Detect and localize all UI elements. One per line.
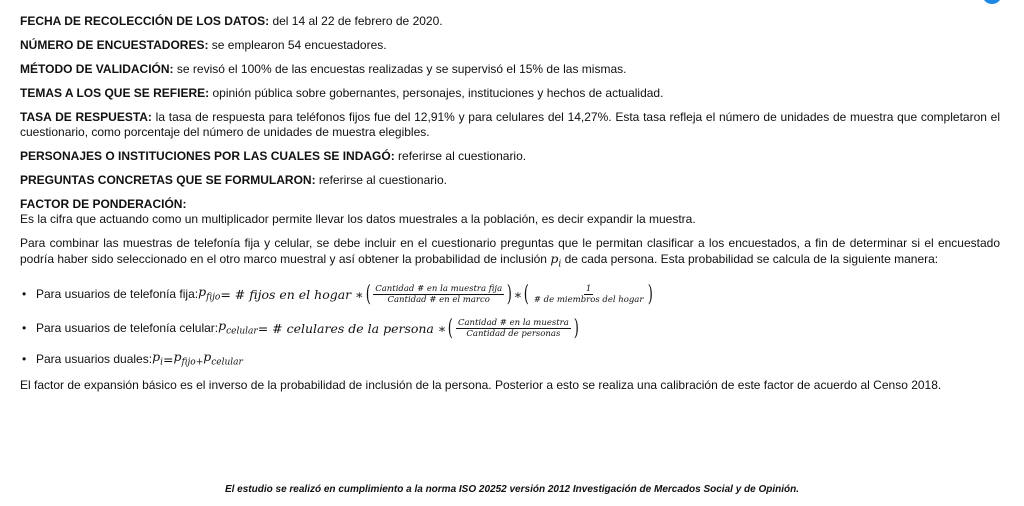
paren-close: ) <box>648 281 654 307</box>
field-tasa <box>20 110 1000 140</box>
fraction-muestra-personas <box>456 318 571 339</box>
bullet-icon: • <box>22 320 27 335</box>
field-value: la tasa de respuesta para teléfonos fijos fue del 12,91% y para celulares del 14,27%. Esta tasa refleja el número de unidades de muestra que completaron el cuestionario, como porcentaje del número de unidades de muestra elegibles. <box>20 110 1001 139</box>
field-fecha <box>20 14 1000 29</box>
field-label: PERSONAJES O INSTITUCIONES POR LAS CUALES SE INDAGÓ: <box>20 149 395 163</box>
iso-footer-note: El estudio se realizó en cumplimiento a la norma ISO 20252 versión 2012 Investigación de Mercados Social y de Opinión. <box>224 484 800 495</box>
formula-term-fijo <box>173 349 203 371</box>
lhs-sub: i <box>160 357 163 368</box>
term-sub: celular <box>211 357 243 368</box>
paren-open: ( <box>448 315 454 341</box>
field-label: FECHA DE RECOLECCIÓN DE LOS DATOS: <box>20 14 270 28</box>
formula-label: Para usuarios de telefonía celular: <box>36 321 219 335</box>
field-label: MÉTODO DE VALIDACIÓN: <box>20 62 174 76</box>
field-value: referirse al cuestionario. <box>315 173 447 187</box>
symbol-p: p <box>550 251 559 266</box>
field-value: Es la cifra que actuando como un multiplicador permite llevar los datos muestrales a la población, es decir expandir la muestra. <box>20 212 696 226</box>
formula-mult: ∗ <box>513 287 523 302</box>
formula-eq: = # celulares de la persona ∗ <box>257 321 447 336</box>
term-sub: fijo+ <box>181 357 204 368</box>
formula-eq: = # fijos en el hogar ∗ <box>220 287 364 302</box>
lhs-sub: celular <box>226 326 258 337</box>
field-label: PREGUNTAS CONCRETAS QUE SE FORMULARON: <box>20 173 316 187</box>
fraction-denominator: Cantidad # en el marco <box>387 295 490 305</box>
formula-eq: = <box>162 352 174 367</box>
fraction-denominator: Cantidad de personas <box>466 329 561 339</box>
field-preguntas <box>20 173 1000 188</box>
formula-label: Para usuarios duales: <box>36 352 153 366</box>
formula-lhs <box>198 284 220 306</box>
paren-open: ( <box>523 281 530 307</box>
field-validacion <box>20 62 1000 77</box>
field-temas <box>20 86 1000 101</box>
formula-celular <box>20 316 1000 342</box>
paren-open: ( <box>365 281 371 307</box>
field-value: se emplearon 54 encuestadores. <box>208 38 387 52</box>
field-value: referirse al cuestionario. <box>394 149 527 163</box>
field-value: opinión pública sobre gobernantes, personajes, instituciones y hechos de actualidad. <box>209 86 664 100</box>
methodology-document <box>20 14 1000 402</box>
formula-fijo <box>20 282 1000 308</box>
bullet-icon: • <box>22 286 27 301</box>
field-label: TASA DE RESPUESTA: <box>20 110 152 124</box>
formula-term-celular <box>203 349 243 371</box>
combine-paragraph <box>20 236 1000 273</box>
lhs-symbol: p <box>218 317 227 333</box>
formula-lhs <box>152 349 163 371</box>
blue-corner-decoration <box>982 0 1002 4</box>
fraction-muestra-marco <box>373 284 504 305</box>
paren-close: ) <box>573 315 579 341</box>
field-encuestadores <box>20 38 1000 53</box>
inclusion-symbol <box>550 251 562 270</box>
formula-lhs <box>218 318 258 340</box>
lhs-sub: fijo <box>206 292 221 303</box>
symbol-sub: i <box>558 259 562 270</box>
paren-close: ) <box>506 281 513 307</box>
field-factor <box>20 197 1000 227</box>
field-label: TEMAS A LOS QUE SE REFIERE: <box>20 86 210 100</box>
formula-duales <box>20 350 1000 370</box>
combine-text-after: de cada persona. Esta probabilidad se calcula de la siguiente manera: <box>561 252 939 266</box>
fraction-numerator: Cantidad # en la muestra fija <box>375 284 503 294</box>
lhs-symbol: p <box>152 348 161 364</box>
lhs-symbol: p <box>198 283 207 299</box>
field-value: se revisó el 100% de las encuestas realizadas y se supervisó el 15% de las mismas. <box>173 62 627 76</box>
fraction-denominator: # de miembros del hogar <box>533 295 644 305</box>
formula-label: Para usuarios de telefonía fija: <box>36 287 199 301</box>
fraction-numerator: 1 <box>585 284 592 294</box>
fraction-numerator: Cantidad # en la muestra <box>457 318 569 328</box>
field-personajes <box>20 149 1000 164</box>
expansion-paragraph: El factor de expansión básico es el inverso de la probabilidad de inclusión de la persona. Posterior a esto se realiza una calibración de este factor de acuerdo al Censo 2018. <box>20 377 942 392</box>
term-symbol: p <box>203 348 212 364</box>
field-value: del 14 al 22 de febrero de 2020. <box>269 14 443 28</box>
fraction-miembros <box>532 284 646 305</box>
term-symbol: p <box>173 348 182 364</box>
combine-text-before: Para combinar las muestras de telefonía fija y celular, se debe incluir en el cuestionario preguntas que le permitan clasificar a los encuestados, a fin de determinar si el encuestado podría haber sido seleccionado en el otro marco muestral y así obtener la probabilidad de inclusión <box>20 236 1000 266</box>
field-label: NÚMERO DE ENCUESTADORES: <box>20 38 209 52</box>
field-label: FACTOR DE PONDERACIÓN: <box>20 197 187 211</box>
bullet-icon: • <box>22 351 27 366</box>
